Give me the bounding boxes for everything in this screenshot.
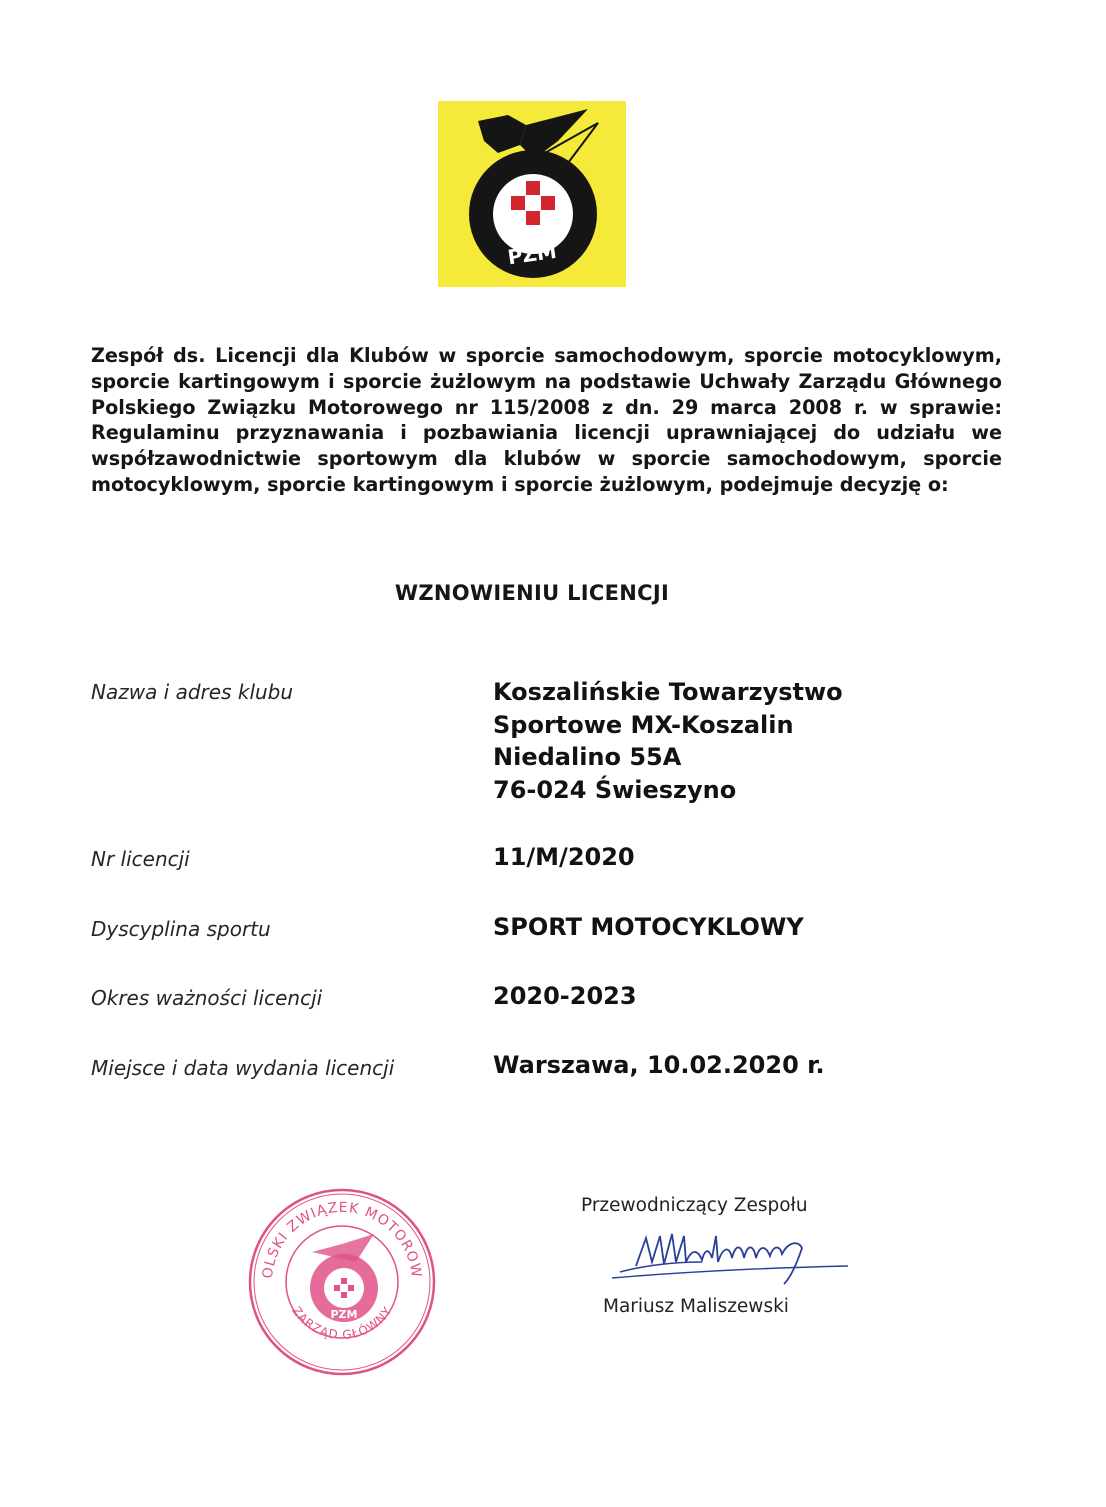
club-address <box>493 676 843 806</box>
club-address-line: 76-024 Świeszyno <box>493 775 737 804</box>
issue-label: Miejsce i data wydania licencji <box>91 1056 395 1080</box>
club-label: Nazwa i adres klubu <box>91 680 294 704</box>
validity-value: 2020-2023 <box>493 982 637 1010</box>
official-stamp <box>246 1186 438 1378</box>
license-number-label: Nr licencji <box>91 847 190 871</box>
decision-title: WZNOWIENIU LICENCJI <box>394 581 670 605</box>
signature-block <box>552 1192 862 1332</box>
stamp-center-text: PZM <box>330 1308 358 1321</box>
signature-name: Mariusz Maliszewski <box>603 1296 789 1317</box>
validity-label: Okres ważności licencji <box>91 986 323 1010</box>
stamp-wing-icon <box>312 1234 374 1262</box>
discipline-value: SPORT MOTOCYKLOWY <box>493 913 804 941</box>
handwritten-signature <box>612 1222 852 1288</box>
checker-icon <box>511 181 555 225</box>
stamp-ring-text: OLSKI ZWIĄZEK MOTOROW <box>259 1199 425 1280</box>
signature-role: Przewodniczący Zespołu <box>581 1195 808 1216</box>
license-number-value: 11/M/2020 <box>493 843 635 871</box>
pzm-logo <box>438 101 626 287</box>
stamp-bottom-text: ZARZĄD GŁÓWNY <box>289 1303 395 1343</box>
pzm-logo-graphic <box>438 101 626 287</box>
issue-value: Warszawa, 10.02.2020 r. <box>493 1051 825 1079</box>
club-address-line: Niedalino 55A <box>493 743 682 771</box>
logo-text: PZM <box>506 238 558 270</box>
club-address-line: Koszalińskie Towarzystwo <box>493 678 843 706</box>
club-address-line: Sportowe MX-Koszalin <box>493 710 794 739</box>
discipline-label: Dyscyplina sportu <box>91 917 271 941</box>
stamp-graphic <box>246 1186 438 1378</box>
intro-paragraph: Zespół ds. Licencji dla Klubów w sporcie samochodowym, sporcie motocyklowym, sporcie kartingowym i sporcie żużlowym na podstawie Uchwały Zarządu Głównego Polskiego Związku Motorowego nr 115/2008 z dn. 29 marca 2008 r. w sprawie: Regulaminu przyznawania i pozbawiania licencji uprawniającej do udziału we współzawodnictwie sportowym dla klubów w sporcie samochodowym, sporcie motocyklowym, sporcie kartingowym i sporcie żużlowym, podejmuje decyzję o: <box>91 344 1002 496</box>
stamp-logo-inner <box>324 1268 364 1308</box>
